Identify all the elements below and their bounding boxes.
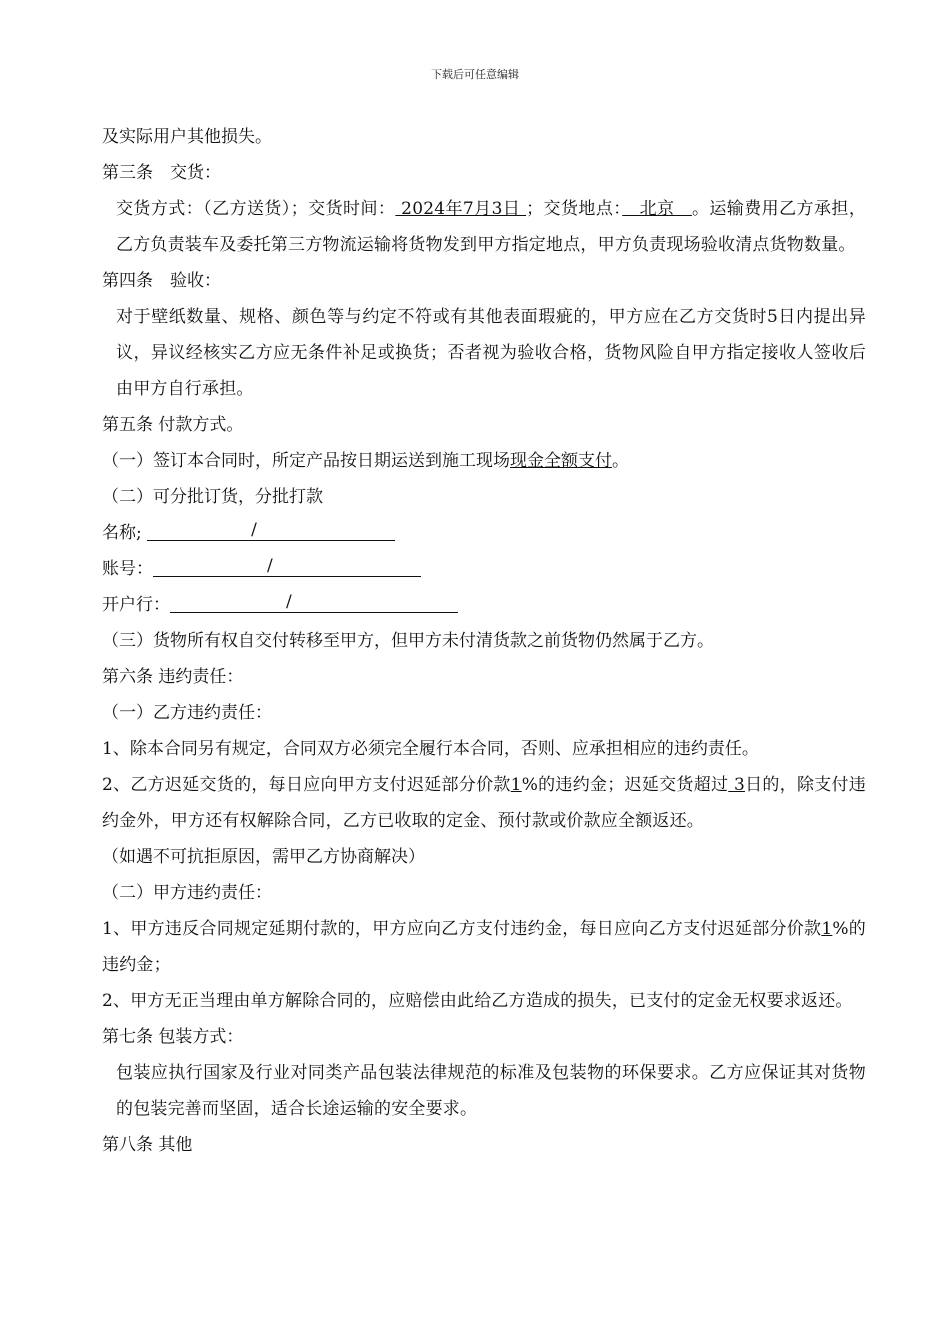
contract-body (102, 119, 866, 1163)
force-majeure-note: （如遇不可抗拒原因，需甲乙方协商解决） (102, 847, 425, 867)
slash-mark: / (251, 520, 257, 540)
name-blank (147, 520, 395, 541)
text-line: 及实际用户其他损失。 (102, 127, 272, 147)
article-4-heading: 第四条 验收： (102, 271, 221, 291)
slash-mark: / (286, 592, 292, 612)
delivery-place: 北京 (622, 199, 692, 219)
seller-liability-heading: （一）乙方违约责任： (102, 703, 272, 723)
payment-clause-2: （二）可分批订货，分批打款 (102, 487, 323, 507)
payment-clause-1 (102, 443, 866, 479)
article-5-heading: 第五条 付款方式。 (102, 415, 244, 435)
seller-liability-1: 1、除本合同另有规定，合同双方必须完全履行本合同，否则、应承担相应的违约责任。 (102, 739, 759, 759)
penalty-rate: 1 (821, 919, 833, 939)
payment-method: 现金全额支付 (510, 451, 612, 471)
text-segment: %的违约金； (102, 919, 866, 975)
buyer-liability-1 (102, 911, 866, 983)
delivery-date: 2024年7月3日 (395, 199, 527, 219)
text-segment: 。运输费用乙方承担，乙方负责装车及委托第三方物流运输将货物发到甲方指定地点，甲方负责现场验收清点货物数量。 (116, 199, 867, 255)
delay-days: 3 (728, 775, 745, 795)
article-3-heading: 第三条 交货： (102, 163, 221, 183)
text-segment: 2、乙方迟延交货的，每日应向甲方支付迟延部分价款 (102, 775, 511, 795)
bank-blank (170, 592, 458, 613)
article-8-heading: 第八条 其他 (102, 1135, 193, 1155)
text-segment: 。 (612, 451, 629, 471)
bank-label: 开户行： (102, 595, 170, 615)
buyer-liability-2: 2、甲方无正当理由单方解除合同的，应赔偿由此给乙方造成的损失，已支付的定金无权要求返还。 (102, 991, 853, 1011)
article-7-heading: 第七条 包装方式： (102, 1027, 244, 1047)
page-header: 下载后可任意编辑 (431, 68, 519, 81)
penalty-rate: 1 (510, 775, 522, 795)
text-segment: 交货方式：（乙方送货）；交货时间： (116, 199, 396, 219)
account-row (102, 551, 866, 587)
packaging-paragraph: 包装应执行国家及行业对同类产品包装法律规范的标准及包装物的环保要求。乙方应保证其对货物的包装完善而坚固，适合长途运输的安全要求。 (116, 1063, 866, 1119)
text-segment: 1、甲方违反合同规定延期付款的，甲方应向乙方支付违约金，每日应向乙方支付迟延部分价款 (102, 919, 822, 939)
seller-liability-2 (102, 767, 866, 839)
article-6-heading: 第六条 违约责任： (102, 667, 244, 687)
text-segment: 日的，除支付违约金外，甲方还有权解除合同，乙方已收取的定金、预付款或价款应全额返还。 (102, 775, 866, 831)
account-label: 账号： (102, 559, 153, 579)
acceptance-paragraph: 对于壁纸数量、规格、颜色等与约定不符或有其他表面瑕疵的，甲方应在乙方交货时5日内提出异议，异议经核实乙方应无条件补足或换货；否者视为验收合格，货物风险自甲方指定接收人签收后由甲方自行承担。 (116, 307, 866, 399)
buyer-liability-heading: （二）甲方违约责任： (102, 883, 272, 903)
text-segment: %的违约金；迟延交货超过 (521, 775, 729, 795)
bank-row (102, 587, 866, 623)
payment-clause-3: （三）货物所有权自交付转移至甲方，但甲方未付清货款之前货物仍然属于乙方。 (102, 631, 714, 651)
slash-mark: / (267, 556, 273, 576)
account-blank (153, 556, 421, 577)
name-label: 名称; (102, 523, 142, 543)
text-segment: ；交货地点： (526, 199, 623, 219)
name-row (102, 515, 866, 551)
delivery-paragraph (102, 191, 866, 263)
text-segment: （一）签订本合同时，所定产品按日期运送到施工现场 (102, 451, 510, 471)
